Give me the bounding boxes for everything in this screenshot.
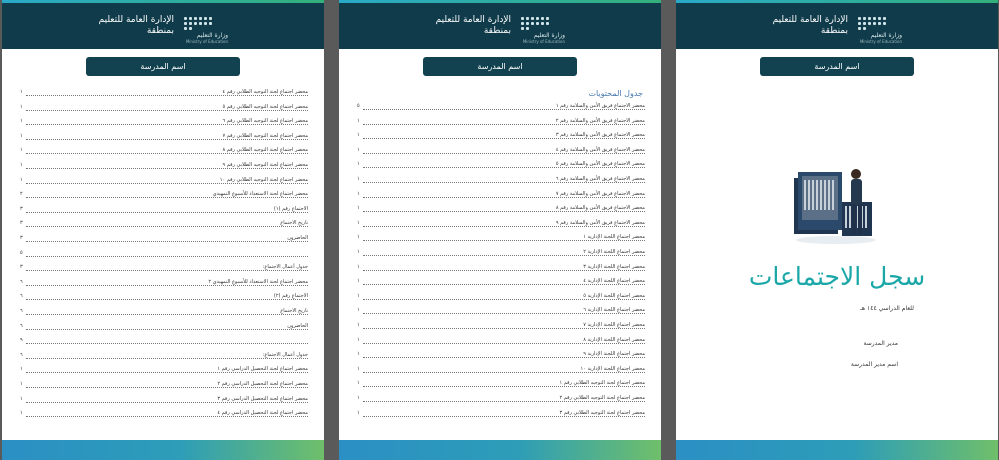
- toc-row[interactable]: [357, 307, 645, 316]
- toc-row-page: ١: [357, 365, 360, 372]
- toc-row-label: محضر الاجتماع فريق الأمن والسلامة رقم ٤: [555, 146, 645, 153]
- toc-leader-dots: [363, 153, 645, 154]
- toc-row[interactable]: [20, 206, 308, 215]
- school-name-banner: اسم المدرسة: [423, 57, 577, 76]
- toc-leader-dots: [363, 240, 645, 241]
- toc-row-label: محضر اجتماع لجنة التوجيه الطلابي رقم ٩: [222, 162, 308, 168]
- toc-row-label: الاجتماع رقم (١): [273, 205, 308, 212]
- toc-row[interactable]: [20, 250, 308, 259]
- toc-row-page: ٦: [20, 351, 23, 358]
- toc-leader-dots: [363, 299, 645, 300]
- toc-row-page: ١: [357, 146, 360, 153]
- toc-row-label: محضر اجتماع لجنة التوجيه الطلابي رقم ٧: [222, 132, 308, 139]
- toc-row-page: ١: [357, 395, 360, 401]
- toc-row[interactable]: [20, 235, 308, 244]
- toc-leader-dots: [363, 284, 645, 285]
- toc-row-label: محضر اجتماع اللجنة الإدارية ٢: [583, 249, 645, 255]
- toc-row-label: محضر اجتماع لجنة التوجيه الطلابي رقم ٥: [222, 103, 308, 110]
- toc-row-label: تاريخ الاجتماع: [280, 220, 308, 227]
- toc-row-label: محضر الاجتماع فريق الأمن والسلامة رقم ٢: [555, 117, 645, 124]
- toc-row-label: محضر اجتماع لجنة التوجيه الطلابي رقم ٦: [222, 118, 308, 125]
- toc-row[interactable]: [20, 352, 308, 361]
- toc-row[interactable]: [20, 177, 308, 186]
- toc-row-label: محضر الاجتماع فريق الأمن والسلامة رقم ١: [555, 103, 645, 109]
- toc-row[interactable]: [20, 264, 308, 273]
- toc-row-page: ١: [357, 190, 360, 197]
- toc-leader-dots: [363, 357, 645, 358]
- toc-leader-dots: [363, 182, 645, 183]
- toc-row[interactable]: [357, 132, 645, 141]
- toc-row[interactable]: [357, 264, 645, 273]
- toc-row[interactable]: [20, 366, 308, 375]
- header-line2: بمنطقة: [483, 26, 511, 36]
- toc-leader-dots: [363, 109, 645, 110]
- toc-row[interactable]: [357, 205, 645, 214]
- toc-row-label: محضر اجتماع لجنة التوجيه الطلابي رقم ١٠: [219, 176, 308, 183]
- toc-row-label: محضر الاجتماع فريق الأمن والسلامة رقم ٣: [555, 132, 645, 139]
- toc-leader-dots: [363, 255, 645, 256]
- toc-row-label: محضر اجتماع لجنة الاستعداد للأسبوع التمهيدي ٢: [208, 278, 308, 285]
- toc-row-label: تاريخ الاجتماع: [280, 308, 308, 314]
- toc-row-label: محضر الاجتماع فريق الأمن والسلامة رقم ٩: [555, 219, 645, 226]
- toc-leader-dots: [363, 167, 645, 168]
- toc-row-page: ١: [20, 410, 23, 417]
- toc-leader-dots: [26, 270, 308, 271]
- toc-row[interactable]: [20, 308, 308, 317]
- toc-row[interactable]: [357, 380, 645, 389]
- toc-row-page: ١: [20, 381, 23, 387]
- toc-row-page: ١: [357, 132, 360, 139]
- toc-row[interactable]: [357, 410, 645, 419]
- toc-row[interactable]: [357, 278, 645, 287]
- moe-logo: [858, 17, 902, 44]
- toc-row-label: محضر اجتماع لجنة الاستعداد للأسبوع التمهيدي: [212, 191, 308, 198]
- toc-leader-dots: [26, 314, 308, 315]
- toc-row-label: محضر اجتماع اللجنة الإدارية ٨: [583, 336, 645, 343]
- toc-row-page: ١: [20, 366, 23, 373]
- moe-logo-ar: وزارة التعليم: [533, 32, 565, 39]
- toc-row[interactable]: [20, 147, 308, 156]
- toc-row-label: محضر اجتماع لجنة التوجيه الطلابي رقم ٣: [559, 409, 645, 416]
- toc-leader-dots: [26, 343, 308, 344]
- toc-leader-dots: [363, 270, 645, 271]
- toc-row-page: ١: [20, 103, 23, 110]
- toc-row-page: ٣: [20, 264, 23, 271]
- toc-row[interactable]: [357, 395, 645, 404]
- toc-row-page: ٣: [20, 235, 23, 241]
- toc-row-page: ١: [357, 234, 360, 241]
- toc-row-label: محضر اجتماع لجنة التحصيل الدراسي رقم ٤: [217, 410, 308, 417]
- toc-row[interactable]: [20, 279, 308, 288]
- toc-leader-dots: [26, 153, 308, 154]
- document-page-3: [2, 0, 324, 460]
- toc-row[interactable]: [357, 322, 645, 331]
- toc-leader-dots: [363, 343, 645, 344]
- header-line2: بمنطقة: [820, 26, 848, 36]
- toc-row-page: ٦: [20, 322, 23, 329]
- school-name-banner: اسم المدرسة: [86, 57, 240, 76]
- toc-row-label: محضر اجتماع اللجنة الإدارية ٤: [583, 278, 645, 285]
- header-text: [436, 15, 511, 37]
- toc-row[interactable]: [357, 351, 645, 360]
- toc-leader-dots: [26, 226, 308, 227]
- toc-row-page: ٦: [20, 308, 23, 314]
- toc-row-page: ٢: [20, 191, 23, 198]
- toc-row-label: محضر اجتماع اللجنة الإدارية ٣: [583, 263, 645, 270]
- toc-leader-dots: [363, 372, 645, 373]
- toc-leader-dots: [26, 95, 308, 96]
- toc-leader-dots: [26, 197, 308, 198]
- page-header: [339, 3, 661, 49]
- toc-leader-dots: [26, 329, 308, 330]
- toc-leader-dots: [363, 226, 645, 227]
- toc-row-page: ١: [357, 409, 360, 416]
- toc-row-page: ٥: [20, 249, 23, 256]
- toc-leader-dots: [26, 285, 308, 286]
- toc-leader-dots: [26, 110, 308, 111]
- toc-row-label: محضر اجتماع اللجنة الإدارية ٩: [583, 351, 645, 358]
- moe-logo: [184, 17, 228, 44]
- toc-row-page: ٦: [20, 293, 23, 300]
- toc-leader-dots: [26, 416, 308, 417]
- toc-row-label: محضر اجتماع اللجنة الإدارية ١٠: [580, 365, 645, 372]
- manager-name: اسم مدير المدرسة: [850, 361, 898, 368]
- toc-leader-dots: [26, 241, 308, 242]
- toc-row[interactable]: [357, 249, 645, 258]
- moe-logo-en: Ministry of Education: [185, 39, 228, 44]
- toc-row-label: محضر اجتماع اللجنة الإدارية ٧: [583, 322, 645, 328]
- toc-leader-dots: [363, 138, 645, 139]
- toc-row-page: ١: [357, 322, 360, 328]
- page-footer: [339, 440, 661, 460]
- toc-row-page: ٣: [20, 220, 23, 227]
- toc-row[interactable]: [20, 133, 308, 142]
- toc-leader-dots: [363, 197, 645, 198]
- moe-logo-en: Ministry of Education: [859, 39, 902, 44]
- manager-title: مدير المدرسة: [863, 340, 898, 347]
- toc-row-page: ١: [357, 278, 360, 285]
- toc-row[interactable]: [20, 220, 308, 229]
- toc-leader-dots: [363, 386, 645, 387]
- toc-leader-dots: [26, 358, 308, 359]
- toc-row-page: ٦: [20, 278, 23, 285]
- document-cover-page: [676, 0, 998, 460]
- toc-row[interactable]: [20, 191, 308, 200]
- toc-row-label: الاجتماع رقم (٢): [273, 293, 308, 300]
- toc-row-label: جدول أعمال الاجتماع:: [262, 351, 308, 358]
- moe-logo-en: Ministry of Education: [522, 39, 565, 44]
- toc-row-page: ١: [357, 292, 360, 299]
- toc-row[interactable]: [357, 191, 645, 200]
- toc-row-page: ١: [357, 263, 360, 270]
- toc-row-label: محضر اجتماع لجنة التحصيل الدراسي رقم ١: [217, 366, 308, 373]
- toc-leader-dots: [26, 168, 308, 169]
- toc-leader-dots: [26, 256, 308, 257]
- toc-row[interactable]: [357, 234, 645, 243]
- toc-row[interactable]: [20, 381, 308, 390]
- toc-leader-dots: [363, 416, 645, 417]
- toc-row-label: محضر اجتماع اللجنة الإدارية ٦: [583, 307, 645, 314]
- toc-row-page: ١: [357, 176, 360, 182]
- toc-row-page: ٣: [20, 205, 23, 212]
- toc-row-page: ١: [357, 161, 360, 168]
- toc-row[interactable]: [357, 366, 645, 375]
- toc-leader-dots: [26, 212, 308, 213]
- toc-row-page: ١: [357, 307, 360, 314]
- toc-row-page: ١: [357, 336, 360, 343]
- toc-row[interactable]: [20, 104, 308, 113]
- toc-leader-dots: [363, 211, 645, 212]
- toc-row[interactable]: [20, 396, 308, 405]
- toc-row-label: محضر اجتماع لجنة التوجيه الطلابي رقم ٢: [559, 395, 645, 401]
- toc-row-page: ١: [357, 249, 360, 255]
- toc-row-label: محضر اجتماع لجنة التوجيه الطلابي رقم ٨: [222, 147, 308, 154]
- toc-row-page: ١: [20, 132, 23, 139]
- toc-row-label: الحاضرون: [287, 322, 308, 329]
- header-text: [99, 15, 174, 37]
- header-line2: بمنطقة: [146, 26, 174, 36]
- toc-title: جدول المحتويات: [588, 89, 643, 98]
- toc-row-page: ١: [357, 351, 360, 358]
- toc-row[interactable]: [357, 147, 645, 156]
- toc-row-page: ٥: [357, 103, 360, 109]
- moe-logo-ar: وزارة التعليم: [870, 32, 902, 39]
- filing-cabinet-illustration: [788, 164, 884, 246]
- academic-year: للعام الدراسي ١٤٤ هـ: [860, 305, 914, 312]
- toc-row-label: محضر الاجتماع فريق الأمن والسلامة رقم ٨: [555, 205, 645, 212]
- toc-row[interactable]: [357, 293, 645, 302]
- toc-row-label: محضر اجتماع لجنة التحصيل الدراسي رقم ٢: [217, 381, 308, 387]
- toc-leader-dots: [26, 139, 308, 140]
- toc-row-page: ١: [20, 176, 23, 183]
- toc-row-page: ٩: [20, 337, 23, 344]
- toc-leader-dots: [26, 402, 308, 403]
- header-line1: الإدارة العامة للتعليم: [435, 15, 511, 25]
- toc-row-page: ١: [357, 380, 360, 387]
- toc-row-page: ١: [20, 395, 23, 402]
- toc-row[interactable]: [20, 337, 308, 346]
- toc-leader-dots: [363, 328, 645, 329]
- school-name-banner: اسم المدرسة: [760, 57, 914, 76]
- toc-row-label: محضر اجتماع اللجنة الإدارية ٥: [583, 292, 645, 299]
- toc-row-page: ١: [357, 117, 360, 124]
- toc-leader-dots: [363, 313, 645, 314]
- toc-row[interactable]: [357, 103, 645, 112]
- toc-row[interactable]: [357, 161, 645, 170]
- toc-row-label: محضر اجتماع لجنة التوجيه الطلابي رقم ٤: [222, 89, 308, 95]
- toc-row-label: محضر الاجتماع فريق الأمن والسلامة رقم ٥: [555, 161, 645, 168]
- document-page-2: [339, 0, 661, 460]
- toc-row-label: محضر اجتماع لجنة التحصيل الدراسي رقم ٣: [217, 395, 308, 402]
- toc-row-page: ١: [20, 89, 23, 95]
- toc-row-label: محضر اجتماع لجنة التوجيه الطلابي رقم ١: [559, 380, 645, 387]
- moe-logo-ar: وزارة التعليم: [196, 32, 228, 39]
- cover-title: سجل الاجتماعات: [748, 262, 926, 291]
- toc-row[interactable]: [20, 89, 308, 98]
- moe-logo: [521, 17, 565, 44]
- toc-leader-dots: [26, 124, 308, 125]
- toc-row[interactable]: [357, 220, 645, 229]
- toc-leader-dots: [26, 387, 308, 388]
- toc-row-page: ١: [357, 219, 360, 226]
- toc-row-label: جدول أعمال الاجتماع:: [262, 264, 308, 271]
- toc-leader-dots: [363, 401, 645, 402]
- toc-row-page: ١: [20, 162, 23, 168]
- toc-row[interactable]: [357, 337, 645, 346]
- toc-row-label: محضر الاجتماع فريق الأمن والسلامة رقم ٦: [555, 176, 645, 182]
- toc-row[interactable]: [20, 118, 308, 127]
- toc-row[interactable]: [357, 176, 645, 185]
- header-text: [773, 15, 848, 37]
- toc-leader-dots: [26, 372, 308, 373]
- toc-row-page: ١: [357, 205, 360, 212]
- toc-row-label: الحاضرون: [287, 235, 308, 241]
- page-header: [2, 3, 324, 49]
- page-header: [676, 3, 998, 49]
- page-footer: [2, 440, 324, 460]
- page-footer: [676, 440, 998, 460]
- toc-row-label: محضر الاجتماع فريق الأمن والسلامة رقم ٧: [555, 190, 645, 197]
- toc-row-page: ١: [20, 147, 23, 154]
- header-line1: الإدارة العامة للتعليم: [98, 15, 174, 25]
- header-line1: الإدارة العامة للتعليم: [772, 15, 848, 25]
- toc-leader-dots: [26, 299, 308, 300]
- toc-row-label: محضر اجتماع اللجنة الإدارية ١: [583, 234, 645, 241]
- toc-row[interactable]: [20, 410, 308, 419]
- toc-row[interactable]: [357, 118, 645, 127]
- toc-leader-dots: [26, 183, 308, 184]
- toc-row[interactable]: [20, 162, 308, 171]
- toc-leader-dots: [363, 124, 645, 125]
- toc-row[interactable]: [20, 323, 308, 332]
- toc-row-page: ١: [20, 118, 23, 125]
- toc-row[interactable]: [20, 293, 308, 302]
